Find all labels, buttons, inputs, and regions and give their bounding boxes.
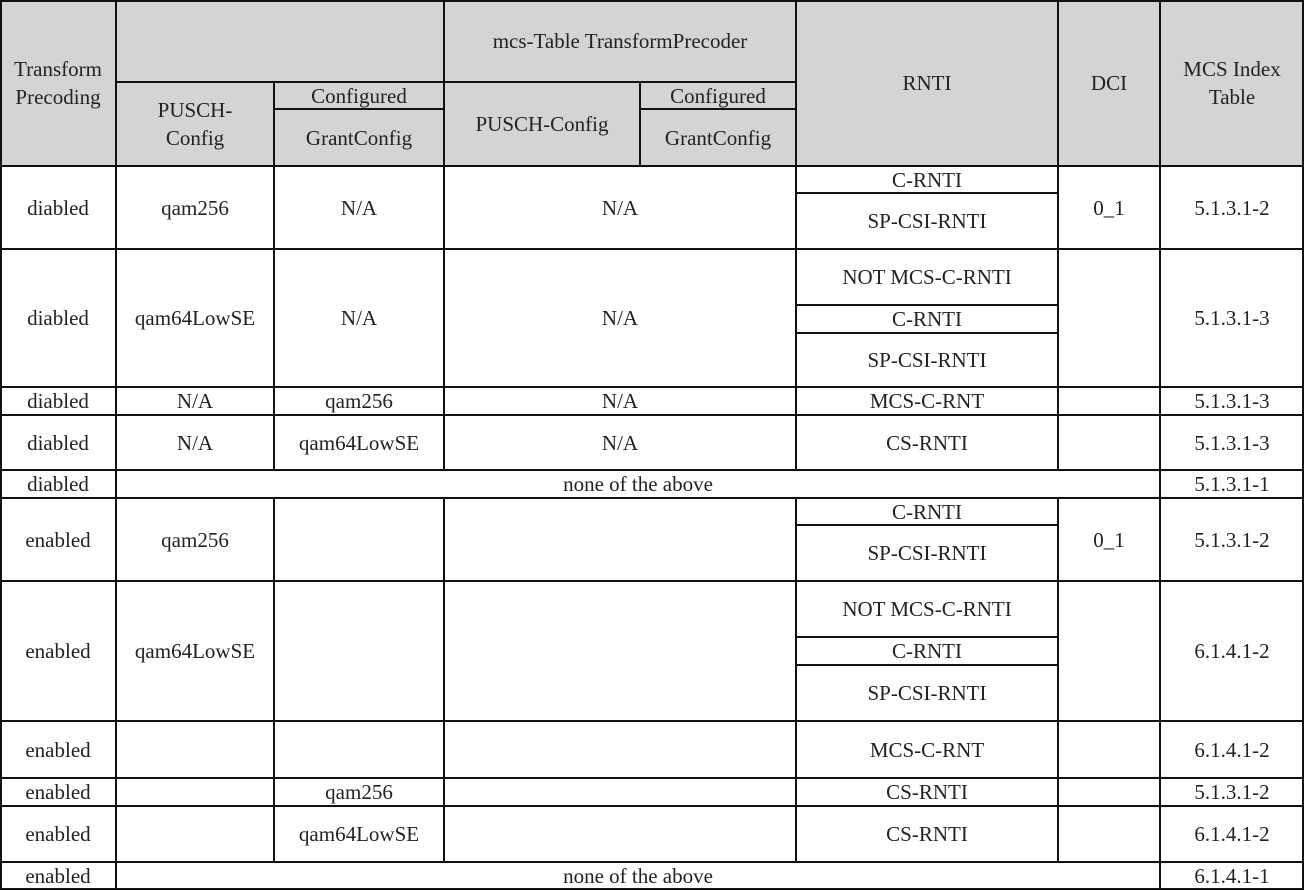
cell-pusch-text: qam256 bbox=[161, 195, 229, 220]
header-configured-b bbox=[640, 82, 796, 110]
cell-pusch-text: qam256 bbox=[161, 527, 229, 552]
header-transform-precoding bbox=[0, 0, 116, 166]
cell-rnti-text: SP-CSI-RNTI bbox=[867, 348, 987, 372]
cell-rnti bbox=[796, 498, 1058, 525]
cell-tp-text: enabled bbox=[25, 737, 91, 762]
cell-tp bbox=[0, 806, 116, 862]
grid-line bbox=[0, 888, 1304, 890]
cell-table bbox=[1160, 249, 1304, 387]
cell-mcs-tp-text: N/A bbox=[601, 195, 639, 220]
header-mcs-table-transform-precoder-label: mcs-Table TransformPrecoder bbox=[492, 29, 748, 53]
cell-pusch-text: qam64LowSE bbox=[134, 306, 256, 330]
cell-cgc bbox=[274, 721, 444, 778]
cell-tp-text: diabled bbox=[27, 430, 89, 455]
cell-table-text: 6.1.4.1-2 bbox=[1194, 639, 1270, 663]
cell-dci-text: 0_1 bbox=[1093, 195, 1125, 220]
cell-table-text: 6.1.4.1-2 bbox=[1194, 737, 1270, 762]
cell-pusch-text: N/A bbox=[176, 430, 214, 455]
cell-rnti-text: C-RNTI bbox=[892, 307, 962, 331]
header-grantconfig-b-label: GrantConfig bbox=[664, 126, 772, 150]
cell-rnti-text: C-RNTI bbox=[892, 639, 962, 663]
grid-line bbox=[0, 497, 1304, 499]
grid-line bbox=[115, 0, 117, 890]
grid-line bbox=[116, 81, 796, 83]
cell-rnti bbox=[796, 778, 1058, 806]
cell-cgc-text: N/A bbox=[340, 195, 378, 220]
header-transform-precoding-label: Transform Precoding bbox=[14, 57, 102, 109]
cell-tp-text: diabled bbox=[27, 306, 89, 330]
grid-line bbox=[796, 192, 1058, 194]
cell-mcs-tp bbox=[444, 249, 796, 387]
cell-rnti bbox=[796, 721, 1058, 778]
cell-rnti bbox=[796, 333, 1058, 387]
grid-line bbox=[0, 805, 1304, 807]
cell-rnti-text: CS-RNTI bbox=[886, 822, 968, 846]
cell-rnti-text: SP-CSI-RNTI bbox=[867, 681, 987, 705]
cell-rnti bbox=[796, 305, 1058, 333]
grid-line bbox=[0, 414, 1304, 416]
grid-line bbox=[0, 248, 1304, 250]
cell-rnti-text: MCS-C-RNT bbox=[869, 389, 985, 413]
cell-pusch-text: N/A bbox=[176, 389, 214, 413]
cell-rnti-text: SP-CSI-RNTI bbox=[867, 209, 987, 233]
cell-dci bbox=[1058, 415, 1160, 470]
cell-table-text: 5.1.3.1-3 bbox=[1194, 389, 1270, 413]
header-pusch-config-b-label: PUSCH-Config bbox=[475, 112, 609, 136]
header-mcs-table-transform-precoder bbox=[444, 0, 796, 82]
cell-table-text: 5.1.3.1-3 bbox=[1194, 430, 1270, 455]
cell-tp bbox=[0, 498, 116, 581]
cell-table-text: 5.1.3.1-3 bbox=[1194, 306, 1270, 330]
grid-line bbox=[443, 0, 445, 470]
cell-pusch bbox=[116, 387, 274, 415]
grid-line bbox=[0, 0, 2, 890]
cell-cgc bbox=[274, 778, 444, 806]
cell-rnti-text: C-RNTI bbox=[892, 499, 962, 524]
cell-tp bbox=[0, 249, 116, 387]
cell-mcs-tp bbox=[444, 806, 796, 862]
cell-none-of-the-above bbox=[116, 862, 1160, 889]
grid-line bbox=[1159, 0, 1161, 890]
cell-cgc bbox=[274, 166, 444, 249]
cell-table-text: 5.1.3.1-2 bbox=[1194, 195, 1270, 220]
cell-mcs-tp bbox=[444, 415, 796, 470]
cell-dci bbox=[1058, 778, 1160, 806]
header-dci bbox=[1058, 0, 1160, 166]
cell-rnti bbox=[796, 193, 1058, 249]
grid-line bbox=[796, 664, 1058, 666]
cell-table-text: 6.1.4.1-2 bbox=[1194, 822, 1270, 846]
cell-rnti-text: SP-CSI-RNTI bbox=[867, 541, 987, 565]
grid-line bbox=[1057, 0, 1059, 470]
cell-dci bbox=[1058, 806, 1160, 862]
cell-pusch bbox=[116, 166, 274, 249]
cell-table bbox=[1160, 806, 1304, 862]
cell-none-text: none of the above bbox=[563, 863, 713, 888]
grid-line bbox=[0, 861, 1304, 863]
cell-rnti-text: NOT MCS-C-RNTI bbox=[842, 265, 1012, 289]
cell-table bbox=[1160, 387, 1304, 415]
header-pusch-config-a bbox=[116, 82, 274, 166]
cell-mcs-tp-text: N/A bbox=[601, 430, 639, 455]
header-pusch-config-b bbox=[444, 82, 640, 166]
cell-dci-text: 0_1 bbox=[1093, 527, 1125, 552]
cell-pusch bbox=[116, 498, 274, 581]
grid-line bbox=[0, 386, 1304, 388]
cell-tp bbox=[0, 415, 116, 470]
cell-table-text: 5.1.3.1-2 bbox=[1194, 527, 1270, 552]
cell-cgc bbox=[274, 415, 444, 470]
cell-mcs-tp bbox=[444, 721, 796, 778]
cell-pusch bbox=[116, 415, 274, 470]
cell-cgc bbox=[274, 581, 444, 721]
cell-rnti bbox=[796, 806, 1058, 862]
grid-line bbox=[0, 777, 1304, 779]
cell-pusch bbox=[116, 778, 274, 806]
cell-tp bbox=[0, 862, 116, 889]
grid-line bbox=[274, 108, 444, 110]
cell-table bbox=[1160, 415, 1304, 470]
cell-rnti bbox=[796, 166, 1058, 193]
cell-table bbox=[1160, 581, 1304, 721]
grid-line bbox=[795, 0, 797, 470]
cell-cgc-text: qam256 bbox=[325, 389, 393, 413]
cell-cgc-text: N/A bbox=[340, 306, 378, 330]
cell-dci bbox=[1058, 166, 1160, 249]
cell-tp bbox=[0, 166, 116, 249]
cell-rnti bbox=[796, 415, 1058, 470]
cell-table-text: 5.1.3.1-1 bbox=[1194, 472, 1270, 496]
cell-tp bbox=[0, 387, 116, 415]
cell-mcs-tp bbox=[444, 581, 796, 721]
cell-tp bbox=[0, 778, 116, 806]
cell-table bbox=[1160, 470, 1304, 498]
grid-line bbox=[795, 497, 797, 862]
cell-none-text: none of the above bbox=[563, 472, 713, 496]
cell-mcs-tp bbox=[444, 778, 796, 806]
header-dci-label: DCI bbox=[1090, 71, 1128, 95]
header-rnti bbox=[796, 0, 1058, 166]
header-configured-b-label: Configured bbox=[670, 84, 766, 108]
cell-table-text: 6.1.4.1-1 bbox=[1194, 863, 1270, 888]
grid-line bbox=[796, 332, 1058, 334]
cell-tp bbox=[0, 470, 116, 498]
cell-dci bbox=[1058, 387, 1160, 415]
grid-line bbox=[796, 304, 1058, 306]
cell-dci bbox=[1058, 249, 1160, 387]
header-mcs-index-table-label: MCS Index Table bbox=[1183, 57, 1281, 109]
cell-tp-text: diabled bbox=[27, 472, 89, 496]
grid-line bbox=[0, 165, 1304, 167]
grid-line bbox=[639, 81, 641, 166]
cell-tp bbox=[0, 581, 116, 721]
header-configured-a-label: Configured bbox=[311, 84, 407, 108]
cell-rnti-text: MCS-C-RNT bbox=[869, 737, 985, 762]
cell-cgc-text: qam64LowSE bbox=[298, 822, 420, 846]
cell-table bbox=[1160, 721, 1304, 778]
cell-mcs-tp bbox=[444, 387, 796, 415]
cell-tp-text: enabled bbox=[25, 863, 91, 888]
cell-table bbox=[1160, 166, 1304, 249]
cell-rnti bbox=[796, 637, 1058, 665]
grid-line bbox=[796, 636, 1058, 638]
cell-rnti bbox=[796, 249, 1058, 305]
grid-line bbox=[273, 81, 275, 470]
cell-rnti bbox=[796, 665, 1058, 721]
grid-line bbox=[0, 469, 1304, 471]
cell-table bbox=[1160, 862, 1304, 889]
cell-pusch bbox=[116, 806, 274, 862]
cell-mcs-tp-text: N/A bbox=[601, 306, 639, 330]
cell-tp-text: enabled bbox=[25, 780, 91, 804]
header-rnti-label: RNTI bbox=[902, 71, 952, 95]
cell-tp-text: enabled bbox=[25, 822, 91, 846]
cell-tp bbox=[0, 721, 116, 778]
cell-pusch bbox=[116, 721, 274, 778]
cell-rnti bbox=[796, 387, 1058, 415]
cell-pusch bbox=[116, 581, 274, 721]
cell-rnti bbox=[796, 525, 1058, 581]
grid-line bbox=[0, 580, 1304, 582]
cell-mcs-tp-text: N/A bbox=[601, 389, 639, 413]
grid-line bbox=[796, 524, 1058, 526]
cell-tp-text: diabled bbox=[27, 389, 89, 413]
grid-line bbox=[0, 720, 1304, 722]
header-grantconfig-a bbox=[274, 110, 444, 166]
cell-dci bbox=[1058, 581, 1160, 721]
header-mcs-index-table bbox=[1160, 0, 1304, 166]
grid-line bbox=[443, 497, 445, 862]
cell-cgc bbox=[274, 498, 444, 581]
cell-cgc bbox=[274, 387, 444, 415]
header-blank-group bbox=[116, 0, 444, 82]
cell-mcs-tp bbox=[444, 166, 796, 249]
cell-tp-text: diabled bbox=[27, 195, 89, 220]
grid-line bbox=[273, 497, 275, 862]
cell-table bbox=[1160, 778, 1304, 806]
cell-rnti-text: NOT MCS-C-RNTI bbox=[842, 597, 1012, 621]
header-grantconfig-b bbox=[640, 110, 796, 166]
cell-rnti-text: CS-RNTI bbox=[886, 430, 968, 455]
cell-table bbox=[1160, 498, 1304, 581]
cell-pusch-text: qam64LowSE bbox=[134, 639, 256, 663]
cell-pusch bbox=[116, 249, 274, 387]
cell-tp-text: enabled bbox=[25, 639, 91, 663]
header-grantconfig-a-label: GrantConfig bbox=[305, 126, 413, 150]
cell-rnti bbox=[796, 581, 1058, 637]
header-pusch-config-a-label: PUSCH-Config bbox=[157, 98, 233, 150]
grid-line bbox=[0, 0, 1304, 2]
cell-cgc-text: qam256 bbox=[325, 780, 393, 804]
cell-cgc bbox=[274, 806, 444, 862]
header-configured-a bbox=[274, 82, 444, 110]
cell-none-of-the-above bbox=[116, 470, 1160, 498]
cell-rnti-text: CS-RNTI bbox=[886, 780, 968, 804]
grid-line bbox=[1057, 497, 1059, 862]
cell-dci bbox=[1058, 498, 1160, 581]
cell-cgc bbox=[274, 249, 444, 387]
cell-cgc-text: qam64LowSE bbox=[298, 430, 420, 455]
cell-rnti-text: C-RNTI bbox=[892, 167, 962, 192]
cell-dci bbox=[1058, 721, 1160, 778]
cell-tp-text: enabled bbox=[25, 527, 91, 552]
grid-line bbox=[640, 108, 796, 110]
cell-mcs-tp bbox=[444, 498, 796, 581]
cell-table-text: 5.1.3.1-2 bbox=[1194, 780, 1270, 804]
